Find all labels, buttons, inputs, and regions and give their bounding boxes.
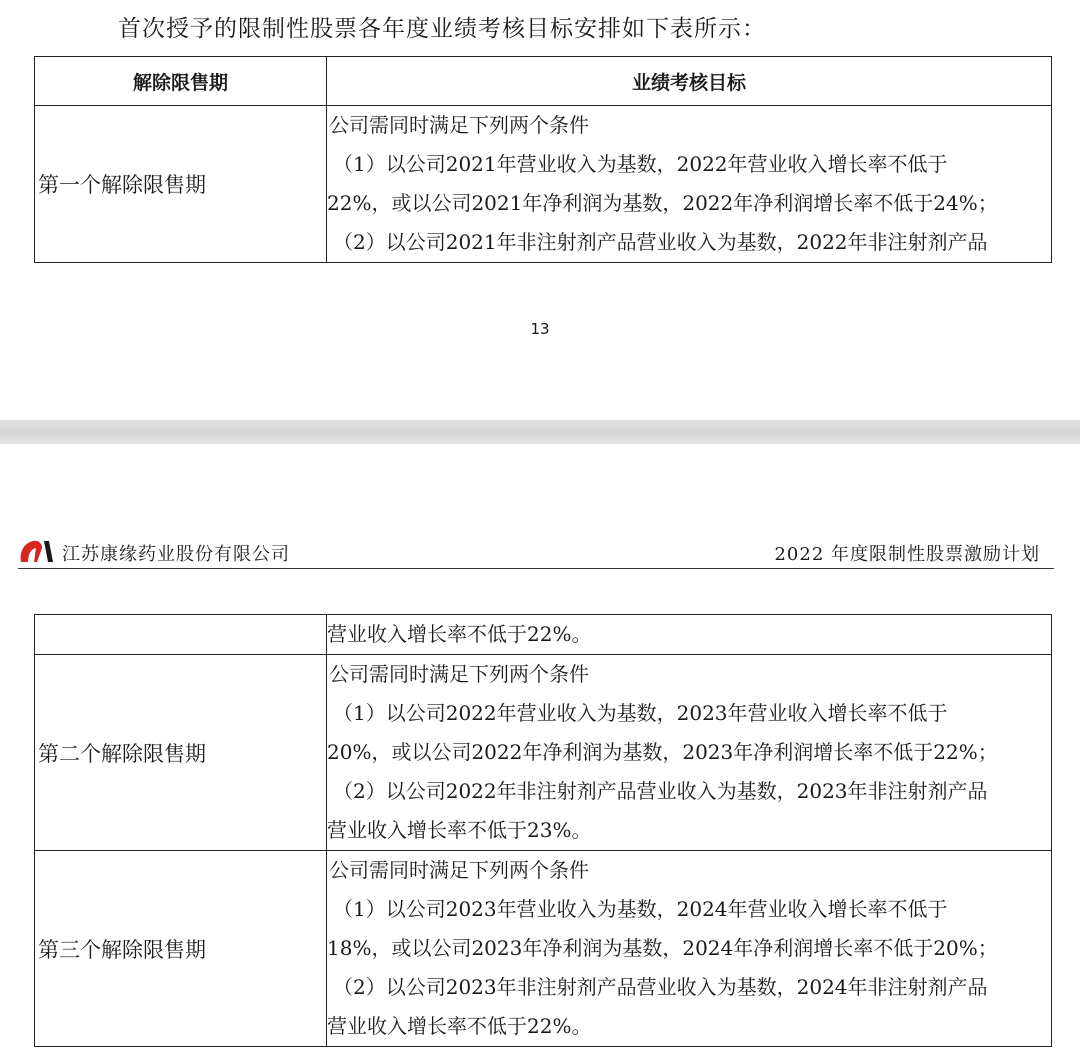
- target-line: 营业收入增长率不低于23%。: [327, 818, 592, 842]
- target-line: （1）以公司2022年营业收入为基数，2023年营业收入增长率不低于: [333, 701, 948, 725]
- period-cell: 第一个解除限售期: [35, 106, 327, 263]
- target-line: 营业收入增长率不低于22%。: [327, 622, 592, 646]
- plan-title: 2022 年度限制性股票激励计划: [774, 544, 1040, 565]
- table-row: [35, 851, 1052, 1047]
- target-line: 22%，或以公司2021年净利润为基数，2022年净利润增长率不低于24%；: [327, 191, 998, 215]
- target-line: （1）以公司2021年营业收入为基数，2022年营业收入增长率不低于: [333, 152, 948, 176]
- page-number: 13: [530, 320, 550, 338]
- document-page-upper: [0, 0, 1080, 420]
- target-cell: [327, 106, 1052, 263]
- table-row: [35, 106, 1052, 263]
- target-line: 营业收入增长率不低于22%。: [327, 1014, 592, 1038]
- kanion-logo-icon: [18, 538, 56, 568]
- page-header: [18, 534, 1054, 569]
- target-line: （2）以公司2023年非注射剂产品营业收入为基数，2024年非注射剂产品: [333, 975, 988, 999]
- target-line: （2）以公司2022年非注射剂产品营业收入为基数，2023年非注射剂产品: [333, 779, 988, 803]
- table-row: [35, 655, 1052, 851]
- page-separator: [0, 420, 1080, 444]
- target-line: 公司需同时满足下列两个条件: [329, 113, 589, 137]
- header-period: 解除限售期: [35, 57, 327, 106]
- document-page-lower: [0, 444, 1080, 1059]
- company-name: 江苏康缘药业股份有限公司: [62, 544, 290, 565]
- intro-text: 首次授予的限制性股票各年度业绩考核目标安排如下表所示：: [118, 16, 766, 42]
- table-row: [35, 615, 1052, 655]
- period-cell: 第二个解除限售期: [35, 655, 327, 851]
- target-line: 20%，或以公司2022年净利润为基数，2023年净利润增长率不低于22%；: [327, 740, 998, 764]
- period-cell-empty: [35, 615, 327, 655]
- performance-target-table: [34, 56, 1052, 263]
- header-target: 业绩考核目标: [327, 57, 1052, 106]
- period-cell: 第三个解除限售期: [35, 851, 327, 1047]
- target-cell: [327, 615, 1052, 655]
- target-line: 公司需同时满足下列两个条件: [329, 662, 589, 686]
- performance-target-table-continued: [34, 614, 1052, 1047]
- target-line: （2）以公司2021年非注射剂产品营业收入为基数，2022年非注射剂产品: [333, 230, 988, 254]
- table-header-row: [35, 57, 1052, 106]
- target-line: 18%，或以公司2023年净利润为基数，2024年净利润增长率不低于20%；: [327, 936, 998, 960]
- target-line: 公司需同时满足下列两个条件: [329, 858, 589, 882]
- target-cell: [327, 655, 1052, 851]
- target-line: （1）以公司2023年营业收入为基数，2024年营业收入增长率不低于: [333, 897, 948, 921]
- target-cell: [327, 851, 1052, 1047]
